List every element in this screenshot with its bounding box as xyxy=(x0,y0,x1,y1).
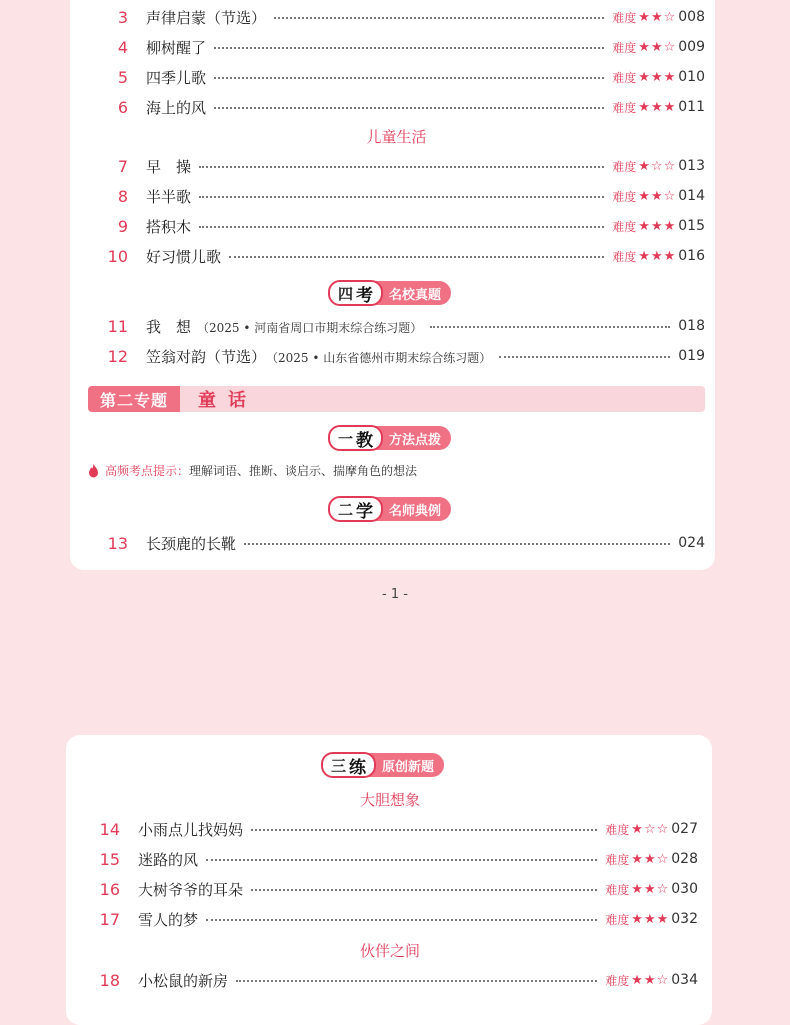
entry-page: 032 xyxy=(671,911,698,927)
flame-icon xyxy=(88,464,99,478)
entry-page: 028 xyxy=(671,851,698,867)
entry-number: 3 xyxy=(117,7,128,27)
leader-dots xyxy=(199,226,604,228)
toc-entry[interactable] xyxy=(88,245,705,267)
subhead-imagine: 大胆想象 xyxy=(359,791,420,809)
entry-title: 声律启蒙（节选） xyxy=(146,8,267,27)
difficulty-label: 难度 xyxy=(605,973,630,988)
entry-title: 我 想 （2025 • 河南省周口市期末综合练习题） xyxy=(146,317,423,336)
difficulty-stars: ★☆☆ xyxy=(638,158,677,174)
entry-title: 早 操 xyxy=(146,157,192,176)
leader-dots xyxy=(206,859,597,861)
toc-entry[interactable] xyxy=(88,215,705,237)
topic-band-name: 童话 xyxy=(198,390,259,411)
leader-dots xyxy=(251,829,597,831)
badge-san-lian xyxy=(323,753,444,777)
entry-number: 15 xyxy=(99,849,120,869)
topic-band-label: 第二专题 xyxy=(88,386,180,412)
difficulty-stars: ★★☆ xyxy=(638,9,677,25)
difficulty-label: 难度 xyxy=(612,189,637,204)
entry-page: 018 xyxy=(678,318,705,334)
leader-dots xyxy=(206,919,597,921)
leader-dots xyxy=(236,980,597,982)
badge-small: 二 xyxy=(338,500,354,519)
entry-number: 13 xyxy=(107,533,128,553)
entry-title: 小松鼠的新房 xyxy=(138,971,229,990)
difficulty-stars: ★★★ xyxy=(638,69,677,85)
tip-label: 高频考点提示： xyxy=(105,464,190,478)
leader-dots xyxy=(214,107,604,109)
difficulty-label: 难度 xyxy=(605,822,630,837)
difficulty-stars: ★★☆ xyxy=(631,851,670,867)
badge-small: 三 xyxy=(331,756,347,775)
leader-dots xyxy=(199,166,604,168)
toc-entry[interactable] xyxy=(88,345,705,367)
entry-page: 016 xyxy=(678,248,705,264)
entry-number: 5 xyxy=(117,67,128,87)
badge-big: 考 xyxy=(356,285,374,306)
entry-title: 柳树醒了 xyxy=(146,38,207,57)
difficulty-label: 难度 xyxy=(612,159,637,174)
difficulty-stars: ★★★ xyxy=(631,911,670,927)
difficulty-stars: ★☆☆ xyxy=(631,821,670,837)
badge-er-xue xyxy=(330,497,451,521)
entry-page: 013 xyxy=(678,158,705,174)
entry-title: 好习惯儿歌 xyxy=(146,247,222,266)
entry-title: 长颈鹿的长靴 xyxy=(146,534,237,553)
entry-page: 015 xyxy=(678,218,705,234)
entry-title: 大树爷爷的耳朵 xyxy=(138,880,244,899)
badge-tail: 原创新题 xyxy=(382,759,435,775)
subhead-partners: 伙伴之间 xyxy=(359,942,420,960)
entry-page: 011 xyxy=(678,99,705,115)
leader-dots xyxy=(214,77,604,79)
toc-entry[interactable] xyxy=(80,848,698,870)
difficulty-label: 难度 xyxy=(612,100,637,115)
entry-page: 009 xyxy=(678,39,705,55)
entry-number: 9 xyxy=(117,216,128,236)
toc-entry[interactable] xyxy=(88,185,705,207)
badge-small: 四 xyxy=(338,284,354,303)
entry-number: 4 xyxy=(117,37,128,57)
entry-number: 12 xyxy=(107,346,128,366)
badge-tail: 名校真题 xyxy=(389,287,442,303)
entry-title: 小雨点儿找妈妈 xyxy=(138,820,244,839)
entry-note: （2025 • 河南省周口市期末综合练习题） xyxy=(197,320,423,335)
badge-big: 练 xyxy=(349,757,367,778)
difficulty-stars: ★★☆ xyxy=(631,972,670,988)
tip-line xyxy=(88,462,417,479)
entry-title: 雪人的梦 xyxy=(138,910,199,929)
leader-dots xyxy=(199,196,604,198)
difficulty-stars: ★★★ xyxy=(638,99,677,115)
entry-title: 笠翁对韵（节选） （2025 • 山东省德州市期末综合练习题） xyxy=(146,347,492,366)
toc-entry[interactable] xyxy=(88,96,705,118)
entry-title: 迷路的风 xyxy=(138,850,199,869)
tip-text: 理解词语、推断、谈启示、揣摩角色的想法 xyxy=(189,464,418,478)
entry-number: 14 xyxy=(99,819,120,839)
difficulty-label: 难度 xyxy=(612,40,637,55)
difficulty-label: 难度 xyxy=(605,882,630,897)
difficulty-stars: ★★★ xyxy=(638,218,677,234)
difficulty-stars: ★★☆ xyxy=(631,881,670,897)
entry-title: 四季儿歌 xyxy=(146,68,207,87)
leader-dots xyxy=(251,889,597,891)
difficulty-stars: ★★☆ xyxy=(638,39,677,55)
entry-title: 海上的风 xyxy=(146,98,207,117)
entry-page: 034 xyxy=(671,972,698,988)
entry-page: 019 xyxy=(678,348,705,364)
toc-entry[interactable] xyxy=(88,155,705,177)
entry-number: 16 xyxy=(99,879,120,899)
toc-entry[interactable] xyxy=(88,6,705,28)
difficulty-label: 难度 xyxy=(612,70,637,85)
entry-title: 搭积木 xyxy=(146,217,192,236)
badge-big: 教 xyxy=(356,430,374,451)
entry-number: 8 xyxy=(117,186,128,206)
badge-tail: 方法点拨 xyxy=(389,432,442,448)
leader-dots xyxy=(430,326,670,328)
entry-number: 10 xyxy=(107,246,128,266)
toc-entry[interactable] xyxy=(80,969,698,991)
topic-band xyxy=(88,386,705,412)
badge-small: 一 xyxy=(338,429,354,448)
subhead-child-life: 儿童生活 xyxy=(366,128,427,146)
toc-entry[interactable] xyxy=(80,908,698,930)
difficulty-label: 难度 xyxy=(605,852,630,867)
leader-dots xyxy=(229,256,604,258)
toc-entry[interactable] xyxy=(88,36,705,58)
entry-page: 008 xyxy=(678,9,705,25)
entry-page: 014 xyxy=(678,188,705,204)
difficulty-stars: ★★★ xyxy=(638,248,677,264)
entry-page: 024 xyxy=(678,535,705,551)
difficulty-label: 难度 xyxy=(605,912,630,927)
badge-tail: 名师典例 xyxy=(389,503,442,519)
entry-page: 027 xyxy=(671,821,698,837)
leader-dots xyxy=(274,17,604,19)
entry-note: （2025 • 山东省德州市期末综合练习题） xyxy=(272,350,492,365)
difficulty-stars: ★★☆ xyxy=(638,188,677,204)
difficulty-label: 难度 xyxy=(612,10,637,25)
badge-si-kao xyxy=(330,281,451,305)
entry-page: 010 xyxy=(678,69,705,85)
toc-entry[interactable] xyxy=(80,818,698,840)
toc-entry[interactable] xyxy=(88,532,705,554)
badge-yi-jiao xyxy=(330,426,451,450)
entry-page: 030 xyxy=(671,881,698,897)
toc-entry[interactable] xyxy=(88,66,705,88)
entry-number: 18 xyxy=(99,970,120,990)
entry-title: 半半歌 xyxy=(146,187,192,206)
leader-dots xyxy=(499,356,670,358)
leader-dots xyxy=(214,47,604,49)
badge-big: 学 xyxy=(356,501,374,522)
entry-number: 17 xyxy=(99,909,120,929)
difficulty-label: 难度 xyxy=(612,219,637,234)
toc-entry[interactable] xyxy=(80,878,698,900)
leader-dots xyxy=(244,543,670,545)
entry-number: 7 xyxy=(117,156,128,176)
page-number: - 1 - xyxy=(382,587,408,602)
toc-entry[interactable] xyxy=(88,315,705,337)
difficulty-label: 难度 xyxy=(612,249,637,264)
entry-number: 11 xyxy=(107,316,128,336)
entry-number: 6 xyxy=(117,97,128,117)
